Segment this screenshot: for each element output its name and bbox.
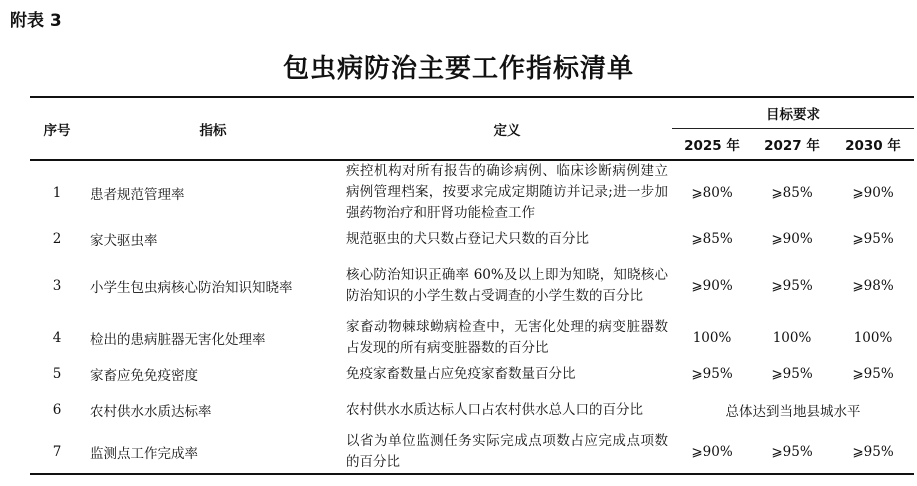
row-seq: 3 xyxy=(52,277,62,294)
target-2030: ⩾95% xyxy=(852,231,894,247)
row-indicator: 患者规范管理率 xyxy=(90,186,185,203)
row-seq: 4 xyxy=(52,330,62,346)
row-seq: 5 xyxy=(52,366,62,382)
row-seq: 2 xyxy=(52,231,62,247)
table-row xyxy=(30,254,914,317)
table-row xyxy=(30,431,914,474)
target-2027: ⩾95% xyxy=(752,431,832,474)
header-year-2025: 2025 年 xyxy=(672,129,752,161)
target-2027: ⩾85% xyxy=(771,184,813,201)
header-year-2030: 2030 年 xyxy=(832,129,914,161)
row-indicator: 家犬驱虫率 xyxy=(90,233,158,249)
target-2027: 100% xyxy=(772,330,812,346)
table-header xyxy=(30,97,914,160)
row-definition: 家畜动物棘球蚴病检查中，无害化处理的病变脏器数占发现的所有病变脏器数的百分比 xyxy=(346,319,668,356)
row-indicator: 监测点工作完成率 xyxy=(84,431,342,474)
header-year-2027: 2027 年 xyxy=(752,129,832,161)
target-2030: ⩾95% xyxy=(852,366,894,382)
row-definition: 规范驱虫的犬只数占登记犬只数的百分比 xyxy=(346,230,589,247)
target-2027: ⩾95% xyxy=(771,366,813,382)
indicator-table xyxy=(30,96,914,475)
document-title: 包虫病防治主要工作指标清单 xyxy=(282,54,634,84)
table-row xyxy=(30,224,914,254)
row-seq: 1 xyxy=(52,184,62,201)
target-2030: 100% xyxy=(853,330,893,346)
target-2025: 100% xyxy=(692,330,732,346)
row-indicator: 小学生包虫病核心防治知识知晓率 xyxy=(90,279,293,296)
row-definition: 农村供水水质达标人口占农村供水总人口的百分比 xyxy=(346,401,643,418)
table-row xyxy=(30,389,914,431)
header-definition: 定义 xyxy=(342,98,672,160)
table-row xyxy=(30,359,914,389)
target-2030: ⩾95% xyxy=(832,431,914,474)
header-target-group: 目标要求 xyxy=(672,98,914,129)
target-2027: ⩾95% xyxy=(771,277,813,294)
row-seq: 7 xyxy=(30,431,84,474)
row-indicator: 农村供水水质达标率 xyxy=(90,404,212,420)
target-2025: ⩾80% xyxy=(691,184,733,201)
row-definition: 以省为单位监测任务实际完成点项数占应完成点项数的百分比 xyxy=(342,431,672,474)
target-2025: ⩾85% xyxy=(691,231,733,247)
target-2027: ⩾90% xyxy=(771,231,813,247)
table-row xyxy=(30,160,914,224)
row-seq: 6 xyxy=(52,402,62,418)
target-2030: ⩾90% xyxy=(852,184,894,201)
header-seq: 序号 xyxy=(30,98,84,160)
row-indicator: 家畜应免免疫密度 xyxy=(90,368,198,384)
appendix-label: 附表 3 xyxy=(10,11,62,31)
header-indicator: 指标 xyxy=(84,98,342,160)
row-definition: 免疫家畜数量占应免疫家畜数量百分比 xyxy=(346,365,576,382)
table-row xyxy=(30,317,914,359)
row-definition: 疾控机构对所有报告的确诊病例、临床诊断病例建立病例管理档案，按要求完成定期随访并记录;进一步加强药物治疗和肝肾功能检查工作 xyxy=(346,163,668,221)
row-definition: 核心防治知识正确率 60%及以上即为知晓，知晓核心防治知识的小学生数占受调查的小学生数的百分比 xyxy=(346,266,668,304)
row-indicator: 检出的患病脏器无害化处理率 xyxy=(90,332,266,348)
target-2025: ⩾90% xyxy=(691,277,733,294)
target-2030: ⩾98% xyxy=(852,277,894,294)
merged-target: 总体达到当地县城水平 xyxy=(725,404,861,420)
target-2025: ⩾90% xyxy=(672,431,752,474)
target-2025: ⩾95% xyxy=(691,366,733,382)
